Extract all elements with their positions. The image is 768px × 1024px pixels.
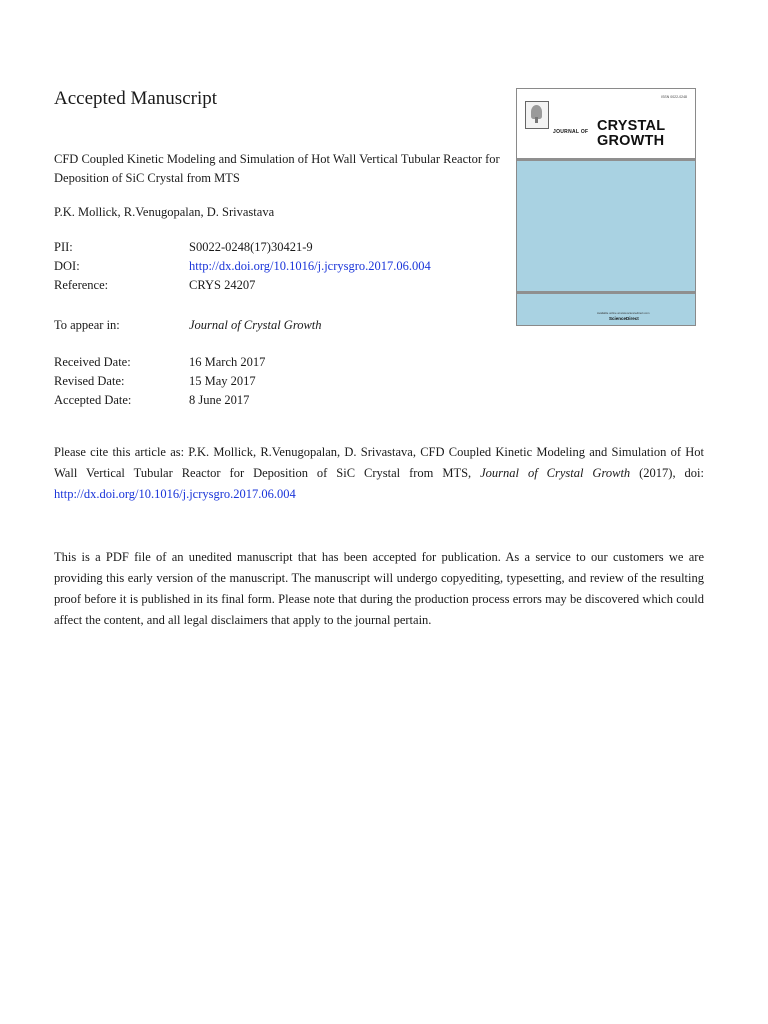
cover-journal-of: JOURNAL OF [553,129,589,135]
elsevier-tree-logo-icon [525,101,549,129]
accepted-label: Accepted Date: [54,393,132,407]
pii-label: PII: [54,240,73,254]
revised-label: Revised Date: [54,374,125,388]
article-authors: P.K. Mollick, R.Venugopalan, D. Srivastava [54,205,275,219]
revised-row [54,372,265,391]
doi-link[interactable]: http://dx.doi.org/10.1016/j.jcrysgro.2017.06.004 [189,259,431,273]
cover-journal-name-line2: GROWTH [597,132,665,149]
cover-footer-text: Available online at www.sciencedirect.com [597,311,650,315]
appear-journal: Journal of Crystal Growth [189,318,322,332]
pii-value: S0022-0248(17)30421-9 [189,240,313,254]
cover-journal-name [597,119,665,148]
citation-middle: (2017), doi: [630,466,704,480]
logo-trunk-shape [535,117,538,123]
accepted-row [54,391,265,410]
pii-row [54,238,431,257]
doi-row [54,257,431,276]
reference-row [54,276,431,295]
received-label: Received Date: [54,355,131,369]
cover-blue-panel [517,161,695,291]
page-heading: Accepted Manuscript [54,88,218,109]
article-title: CFD Coupled Kinetic Modeling and Simulation of Hot Wall Vertical Tubular Reactor for Deposition of SiC Crystal from MTS [54,152,500,185]
reference-label: Reference: [54,278,109,292]
reference-value: CRYS 24207 [189,278,256,292]
received-row [54,353,265,372]
revised-value: 15 May 2017 [189,374,256,388]
appear-row [54,316,322,335]
received-value: 16 March 2017 [189,355,266,369]
journal-cover [516,88,696,326]
cover-journal-name-line1: CRYSTAL [597,118,666,134]
disclaimer-paragraph: This is a PDF file of an unedited manuscript that has been accepted for publication. As a service to our customers we are providing this early version of the manuscript. The manuscript will undergo copyediting, typesetting, and review of the resulting proof before it is published in its final form. Please note that during the production process errors may be discovered which could affect the content, and all legal disclaimers that apply to the journal pertain. [54,550,704,627]
dates-block [54,353,265,410]
citation-prefix: Please cite this article as: P.K. Mollick, R.Venugopalan, D. Srivastava, CFD Coupled Kinetic Modeling and Simulation of Hot Wall Vertical Tubular Reactor for Deposition of SiC Crystal from MTS, [54,445,704,480]
appear-block [54,316,322,335]
citation-journal: Journal of Crystal Growth [480,466,631,480]
cover-issn: ISSN 0022-0248 [661,95,687,99]
accepted-value: 8 June 2017 [189,393,250,407]
citation-paragraph [54,442,704,505]
cover-sciencedirect: ScienceDirect [609,316,639,321]
cover-bottom-panel [517,294,695,325]
appear-label: To appear in: [54,318,120,332]
doi-label: DOI: [54,259,80,273]
citation-doi-link[interactable]: http://dx.doi.org/10.1016/j.jcrysgro.2017.06.004 [54,487,296,501]
identifier-block [54,238,431,295]
